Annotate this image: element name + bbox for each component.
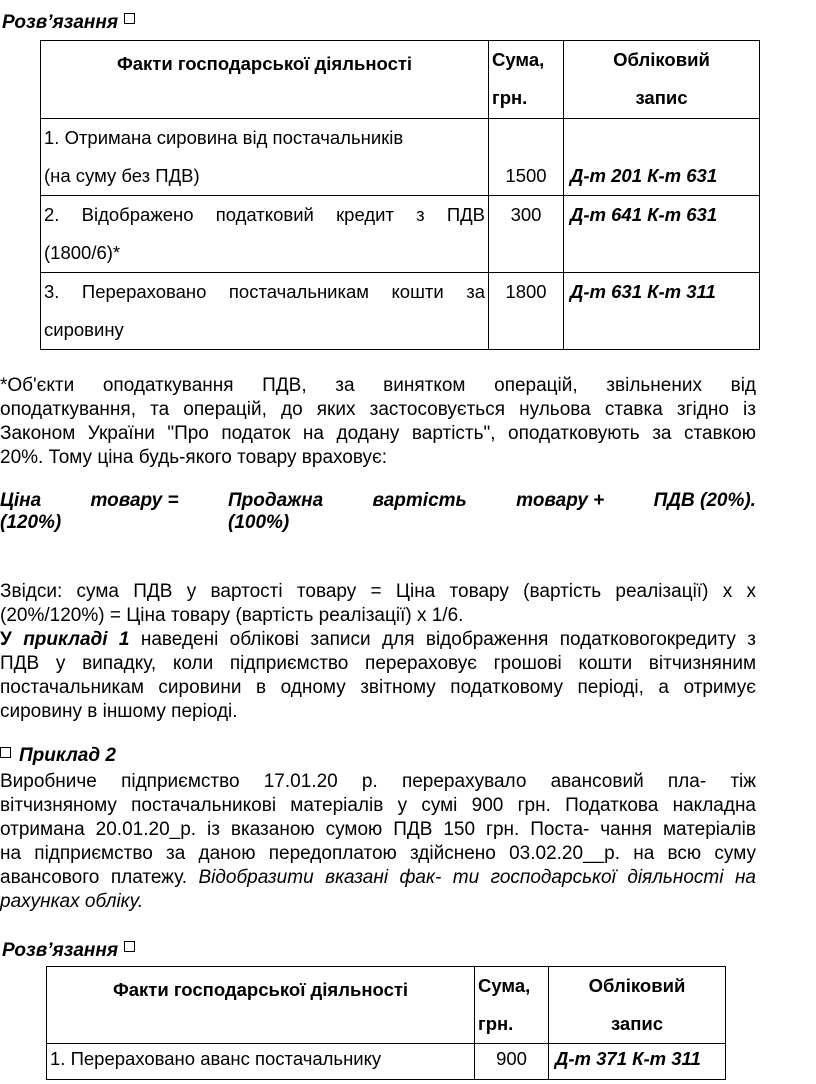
- example-title: [0, 744, 756, 768]
- example-line: вітчизняному постачальникові матеріалів у сумі 900 грн. Податкова накладна: [0, 795, 756, 816]
- header-sum-line2: грн.: [478, 1013, 514, 1034]
- checkbox-icon: [124, 13, 135, 24]
- example-ref-line: [0, 628, 756, 652]
- formula-percent: (120%): [0, 512, 62, 533]
- header-sum-line1: Сума,: [492, 49, 545, 70]
- fact-line: (на суму без ПДВ): [44, 165, 200, 186]
- sum-cell: 300: [489, 196, 564, 273]
- header-sum-line1: Сума,: [478, 975, 531, 996]
- formula-row-2: [0, 512, 756, 534]
- explanation-line: сировину в іншому періоді.: [0, 701, 238, 722]
- note-line: 20%. Тому ціна будь-якого товару враховує:: [0, 447, 388, 468]
- fact-line: 1. Отримана сировина від постачальників: [44, 127, 404, 148]
- formula-term: Продажна: [227, 490, 324, 511]
- checkbox-icon: [0, 747, 11, 758]
- example-line: на підприємство за даною передоплатою здійснено 03.02.20__р. на всю суму: [0, 843, 756, 864]
- vat-note: [0, 374, 756, 470]
- header-record: [549, 967, 726, 1044]
- task-text: Відобразити вказані фак- ти господарської діяльності на: [198, 867, 756, 888]
- explanation-line: постачальникам сировини в одному звітному податковому періоді, а отримує: [0, 677, 756, 698]
- explanation-line: ПДВ у випадку, коли підприємство перераховує грошові кошти вітчизняним: [0, 653, 756, 674]
- table-row: [47, 1044, 726, 1080]
- header-record-line2: запис: [610, 1013, 664, 1034]
- header-sum: [475, 967, 549, 1044]
- plain-text: авансового платежу.: [0, 867, 199, 888]
- example-line: Виробниче підприємство 17.01.20 р. перерахувало авансовий пла- тіж: [0, 771, 756, 792]
- formula-term: вартість: [372, 490, 467, 511]
- header-sum: [489, 41, 564, 119]
- task-text: рахунках обліку.: [0, 891, 144, 912]
- solution-heading-2: [2, 940, 135, 962]
- heading-text: Розв’язання: [2, 12, 119, 33]
- note-line: Законом України "Про податок на додану вартість", оподатковують за ставкою: [0, 423, 756, 444]
- explanation-line: (20%/120%) = Ціна товару (вартість реалізації) х 1/6.: [0, 605, 464, 626]
- record-cell: Д-т 631 К-т 311: [564, 273, 760, 350]
- table-row: [41, 196, 760, 273]
- header-sum-line2: грн.: [492, 87, 528, 108]
- fact-line: (1800/6)*: [44, 242, 121, 263]
- record-cell: Д-т 371 К-т 311: [549, 1044, 726, 1080]
- fact-cell: [41, 196, 489, 273]
- fact-cell: [41, 119, 489, 196]
- record-cell: Д-т 201 К-т 631: [564, 119, 760, 196]
- solution-heading-1: [2, 12, 135, 34]
- record-cell: Д-т 641 К-т 631: [564, 196, 760, 273]
- formula-term: ПДВ (20%).: [653, 490, 756, 511]
- note-line: оподаткування, та операцій, до яких застосовується нульова ставка згідно із: [0, 399, 756, 420]
- accounting-table-2: [46, 966, 726, 1080]
- fact-line: сировину: [44, 319, 124, 340]
- header-record-line1: Обліковий: [613, 49, 710, 70]
- formula-percent: (100%): [228, 512, 290, 533]
- table-row: [41, 273, 760, 350]
- table-header-row: [47, 967, 726, 1044]
- header-record-line2: запис: [635, 87, 688, 108]
- prefix: У: [0, 629, 24, 650]
- example-line: отримана 20.01.20_р. із вказаною сумою ПДВ 150 грн. Поста- чання матеріалів: [0, 819, 756, 840]
- note-line: *Об'єкти оподаткування ПДВ, за винятком операцій, звільнених від: [0, 375, 756, 396]
- example-title-text: Приклад 2: [19, 745, 116, 766]
- explanation-line: наведені облікові записи для відображення податковогокредиту з: [129, 629, 756, 650]
- price-formula: [0, 490, 756, 534]
- formula-term: товару =: [90, 490, 179, 511]
- formula-row-1: [0, 490, 756, 512]
- sum-cell: 1500: [489, 119, 564, 196]
- heading-text: Розв’язання: [2, 940, 119, 961]
- example-line: [0, 866, 756, 890]
- accounting-table-1: [40, 40, 760, 350]
- table-row: [41, 119, 760, 196]
- checkbox-icon: [124, 941, 135, 952]
- sum-cell: 900: [475, 1044, 549, 1080]
- header-record: [564, 41, 760, 119]
- fact-line: 3. Перераховано постачальникам кошти за: [44, 281, 485, 302]
- fact-cell: [41, 273, 489, 350]
- explanation-line: Звідси: сума ПДВ у вартості товару = Ціна товару (вартість реалізації) х х: [0, 581, 756, 602]
- explanation: [0, 580, 756, 724]
- header-facts: Факти господарської діяльності: [47, 967, 475, 1044]
- formula-term: товару +: [516, 490, 605, 511]
- example-ref: прикладі 1: [23, 629, 130, 650]
- table-header-row: [41, 41, 760, 119]
- fact-cell: 1. Перераховано аванс постачальнику: [47, 1044, 475, 1080]
- formula-term: Ціна: [0, 490, 42, 511]
- header-facts: Факти господарської діяльності: [41, 41, 489, 119]
- fact-line: 2. Відображено податковий кредит з ПДВ: [44, 204, 485, 225]
- header-record-line1: Обліковий: [588, 975, 686, 996]
- example-2: [0, 744, 756, 914]
- sum-cell: 1800: [489, 273, 564, 350]
